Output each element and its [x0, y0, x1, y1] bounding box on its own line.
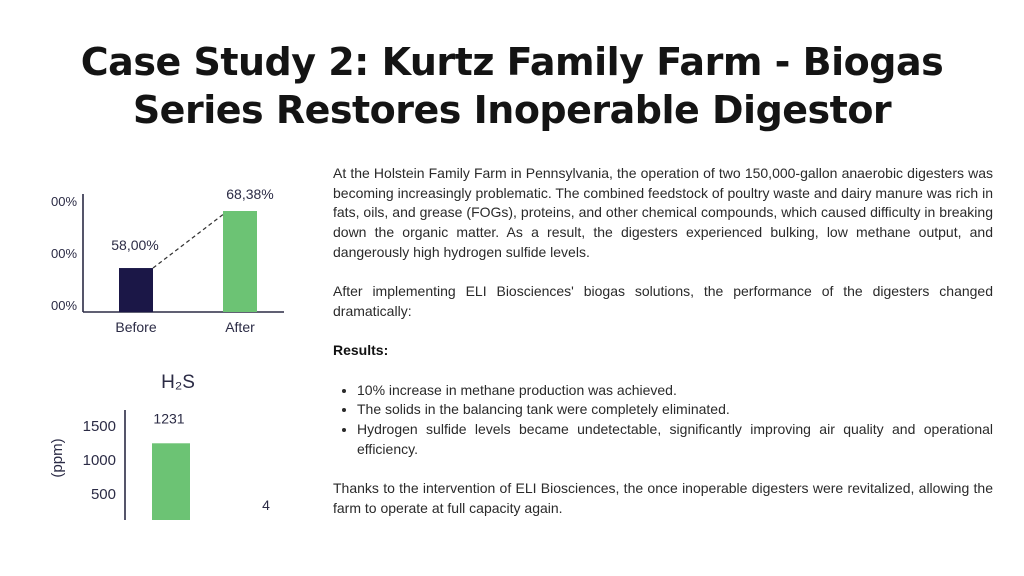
methane-chart	[48, 186, 288, 340]
h2s-y-tick: 500	[90, 486, 116, 503]
implementation-paragraph: After implementing ELI Biosciences' biogas solutions, the performance of the digesters changed dramatically:	[333, 283, 993, 319]
methane-bar-before	[119, 268, 153, 312]
methane-y-tick: 00%	[51, 298, 78, 313]
list-item: • 10% increase in methane production was achieved.	[357, 381, 993, 401]
h2s-bar-before	[152, 443, 190, 520]
h2s-y-tick: 1000	[82, 452, 116, 469]
h2s-y-tick: 1500	[82, 418, 116, 435]
title-line-2: Series Restores Inoperable Digestor	[132, 88, 892, 132]
h2s-data-label-before: 1231	[153, 410, 185, 427]
methane-y-tick: 00%	[51, 246, 78, 261]
results-heading: Results:	[333, 342, 389, 359]
methane-data-label-before: 58,00%	[111, 237, 159, 254]
intro-paragraph: At the Holstein Family Farm in Pennsylvania, the operation of two 150,000-gallon anaerobic digesters was becoming increasingly problematic. The combined feedstock of poultry waste and dairy manure was rich in fats, oils, and grease (FOGs), proteins, and other chemical compounds, which caused difficulty in breaking down the organic matter. As a result, the digesters experienced bulking, low methane output, and dangerously high hydrogen sulfide levels.	[333, 165, 993, 260]
page-title	[0, 38, 1024, 134]
case-study-body	[333, 164, 993, 519]
methane-x-label-before: Before	[115, 319, 157, 335]
methane-y-tick: 00%	[51, 194, 78, 209]
h2s-chart	[48, 366, 288, 520]
h2s-y-axis-label: (ppm)	[49, 438, 66, 478]
h2s-chart-title: H₂S	[161, 372, 195, 393]
methane-data-label-after: 68,38%	[226, 186, 274, 202]
h2s-data-label-after: 4	[262, 497, 270, 513]
methane-x-label-after: After	[225, 319, 255, 335]
results-list	[333, 381, 993, 460]
list-item: • The solids in the balancing tank were completely eliminated.	[357, 400, 993, 420]
conclusion-paragraph: Thanks to the intervention of ELI Biosciences, the once inoperable digesters were revitalized, allowing the farm to operate at full capacity again.	[333, 480, 993, 516]
methane-trend-line	[153, 213, 225, 268]
list-item: • Hydrogen sulfide levels became undetectable, significantly improving air quality and operational efficiency.	[357, 420, 993, 459]
methane-bar-after	[223, 211, 257, 312]
title-line-1: Case Study 2: Kurtz Family Farm - Biogas	[80, 40, 944, 84]
